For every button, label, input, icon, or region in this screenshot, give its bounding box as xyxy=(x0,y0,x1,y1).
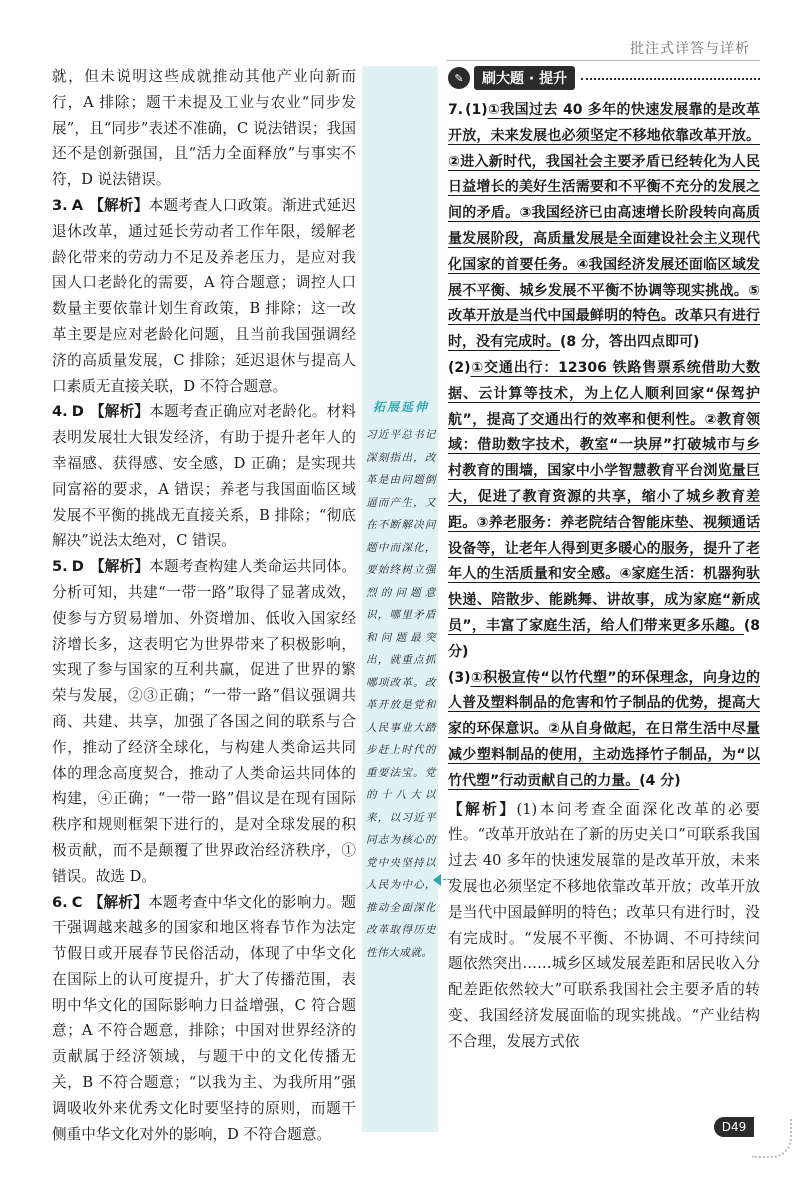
sidebar-text: 习近平总书记深刻指出，改革是由问题倒逼而产生，又在不断解决问题中而深化，要始终树立强烈的问题意识，哪里矛盾和问题最突出，就重点抓哪项改革。改革开放是党和人民事业大踏步赶上时代的重要法宝。党的十八大以来，以习近平同志为核心的党中央坚持以人民为中心，推动全面深化改革取得历史性伟大成就。 xyxy=(366,429,436,959)
question-5 xyxy=(52,554,356,889)
section-label: 刷大题 · 提升 xyxy=(474,66,575,90)
part-3-text: ①积极宣传“以竹代塑”的环保理念，向身边的人普及塑料制品的危害和竹子制品的优势，提高大家的环保意识。②从自身做起，在日常生活中尽量减少塑料制品的使用，主动选择竹子制品，为“以竹代塑”行动贡献自己的力量。 xyxy=(448,669,760,789)
continued-paragraph: 就，但未说明这些成就推动其他产业向新而行，A 排除；题干未提及工业与农业“同步发展”，且“同步”表述不准确，C 说法错误；我国还不是创新强国，且“活力全面释放”与事实不符，D 说法错误。 xyxy=(52,68,356,189)
analysis-tag: 【解析】 xyxy=(448,800,517,818)
question-number: 7. xyxy=(448,102,464,118)
left-column xyxy=(52,64,356,1147)
question-number: 4. xyxy=(52,403,68,421)
section-badge-icon: ✎ xyxy=(448,67,470,89)
q7-part-2 xyxy=(448,356,760,666)
q7-part-1 xyxy=(448,98,760,356)
pointer-arrow-icon xyxy=(433,874,441,886)
section-header xyxy=(448,64,760,92)
part-marker: (1) xyxy=(465,102,488,118)
question-6 xyxy=(52,890,356,1148)
q7-analysis xyxy=(448,797,760,1055)
answer-letter: D xyxy=(71,403,84,421)
analysis-text: 本题考查构建人类命运共同体。分析可知，共建“一带一路”取得了显著成效，使参与方贸易增加、外资增加、低收入国家经济增长多，这表明它为世界带来了积极影响，实现了参与国家的互利共赢，促进了世界的繁荣与发展，②③正确；“一带一路”倡议强调共商、共建、共享，加强了各国之间的联系与合作，推动了经济全球化，与构建人类命运共同体的理念高度契合，推动了人类命运共同体的构建，④正确；“一带一路”倡议是在现有国际秩序和规则框架下进行的，是对全球发展的积极贡献，而不是颠覆了世界政治经济秩序，①错误。故选 D。 xyxy=(52,558,356,885)
analysis-tag: 【解析】 xyxy=(89,196,149,214)
question-number: 3. xyxy=(52,196,68,214)
question-number: 5. xyxy=(52,558,68,576)
answer-letter: D xyxy=(71,558,84,576)
section-dotted-rule xyxy=(581,78,760,80)
analysis-tag: 【解析】 xyxy=(88,893,149,911)
right-column xyxy=(448,64,760,1054)
page-number: D49 xyxy=(714,1117,754,1137)
answer-letter: C xyxy=(71,893,83,911)
part-1-score: (8 分，答出四点即可) xyxy=(560,334,700,351)
analysis-tag: 【解析】 xyxy=(89,558,150,576)
part-2-score: (8 分) xyxy=(448,617,760,660)
answer-letter: A xyxy=(71,196,83,214)
analysis-text: 本题考查中华文化的影响力。题干强调越来越多的国家和地区将春节作为法定节假日或开展春节民俗活动，体现了中华文化在国际上的认可度提升，扩大了传播范围，表明中华文化的国际影响力日益增强，C 符合题意；A 不符合题意，排除；中国对世界经济的贡献属于经济领域，与题干中的文化传播无关，B 不符合题意；“以我为主、为我所用”强调吸收外来优秀文化时要坚持的原则，而题干侧重中华文化对外的影响，D 不符合题意。 xyxy=(52,893,356,1143)
q7-part-3 xyxy=(448,666,760,795)
part-3-score: (4 分) xyxy=(639,772,681,789)
header-rule xyxy=(446,60,760,61)
corner-decoration xyxy=(752,1118,792,1158)
part-2-text: ①交通出行：12306 铁路售票系统借助大数据、云计算等技术，为上亿人顺利回家“保驾护航”，提高了交通出行的效率和便利性。②教育领域：借助数字技术，教室“一块屏”打破城市与乡村教育的围墙，国家中小学智慧教育平台浏览量巨大，促进了教育资源的共享，缩小了城乡教育差距。③养老服务：养老院结合智能床垫、视频通话设备等，让老年人得到更多暖心的服务，提升了老年人的生活质量和安全感。④家庭生活：机器狗驮快递、陪散步、能跳舞、讲故事，成为家庭“新成员”，丰富了家庭生活，给人们带来更多乐趣。 xyxy=(448,359,760,634)
analysis-text: 本题考查人口政策。渐进式延迟退休改革，通过延长劳动者工作年限，缓解老龄化带来的劳动力不足及养老压力，是应对我国人口老龄化的需要，A 符合题意；调控人口数量主要依靠计划生育政策，B 排除；这一改革主要是应对老龄化问题，且当前我国强调经济的高质量发展，C 排除；延迟退休与提高人口素质无直接关联，D 不符合题意。 xyxy=(52,196,356,395)
analysis-text: 本题考查正确应对老龄化。材料表明发展壮大银发经济，有助于提升老年人的幸福感、获得感、安全感，D 正确；是实现共同富裕的要求，A 错误；养老与我国面临区域发展不平衡的挑战无直接关系，B 排除；“彻底解决”说法太绝对，C 错误。 xyxy=(52,403,356,550)
question-3 xyxy=(52,193,356,399)
question-7-answer xyxy=(448,98,760,795)
analysis-text: (1)本问考查全面深化改革的必要性。“改革开放站在了新的历史关口”可联系我国过去 40 多年的快速发展靠的是改革开放，未来发展也必须坚定不移地依靠改革开放；改革开放是当代中国最鲜明的特色；改革只有进行时，没有完成时。“发展不平衡、不协调、不可持续问题依然突出……城乡区域发展差距和居民收入分配差距依然较大”可联系我国社会主要矛盾的转变、我国经济发展面临的现实挑战。“产业结构不合理，发展方式依 xyxy=(448,800,760,1050)
question-4 xyxy=(52,399,356,554)
question-number: 6. xyxy=(52,893,68,911)
page-header-title: 批注式详答与详析 xyxy=(630,41,750,57)
part-marker: (3) xyxy=(448,669,471,686)
part-1-text: ①我国过去 40 多年的快速发展靠的是改革开放，未来发展也必须坚定不移地依靠改革开放。②进入新时代，我国社会主要矛盾已经转化为人民日益增长的美好生活需要和不平衡不充分的发展之间的矛盾。③我国经济已由高速增长阶段转向高质量发展阶段，高质量发展是全面建设社会主义现代化国家的首要任务。④我国经济发展还面临区域发展不平衡、城乡发展不平衡不协调等现实挑战。⑤改革开放是当代中国最鲜明的特色。改革只有进行时，没有完成时。 xyxy=(448,102,760,351)
analysis-tag: 【解析】 xyxy=(89,403,150,421)
part-marker: (2) xyxy=(448,359,471,376)
sidebar-title: 拓展延伸 xyxy=(372,400,429,414)
